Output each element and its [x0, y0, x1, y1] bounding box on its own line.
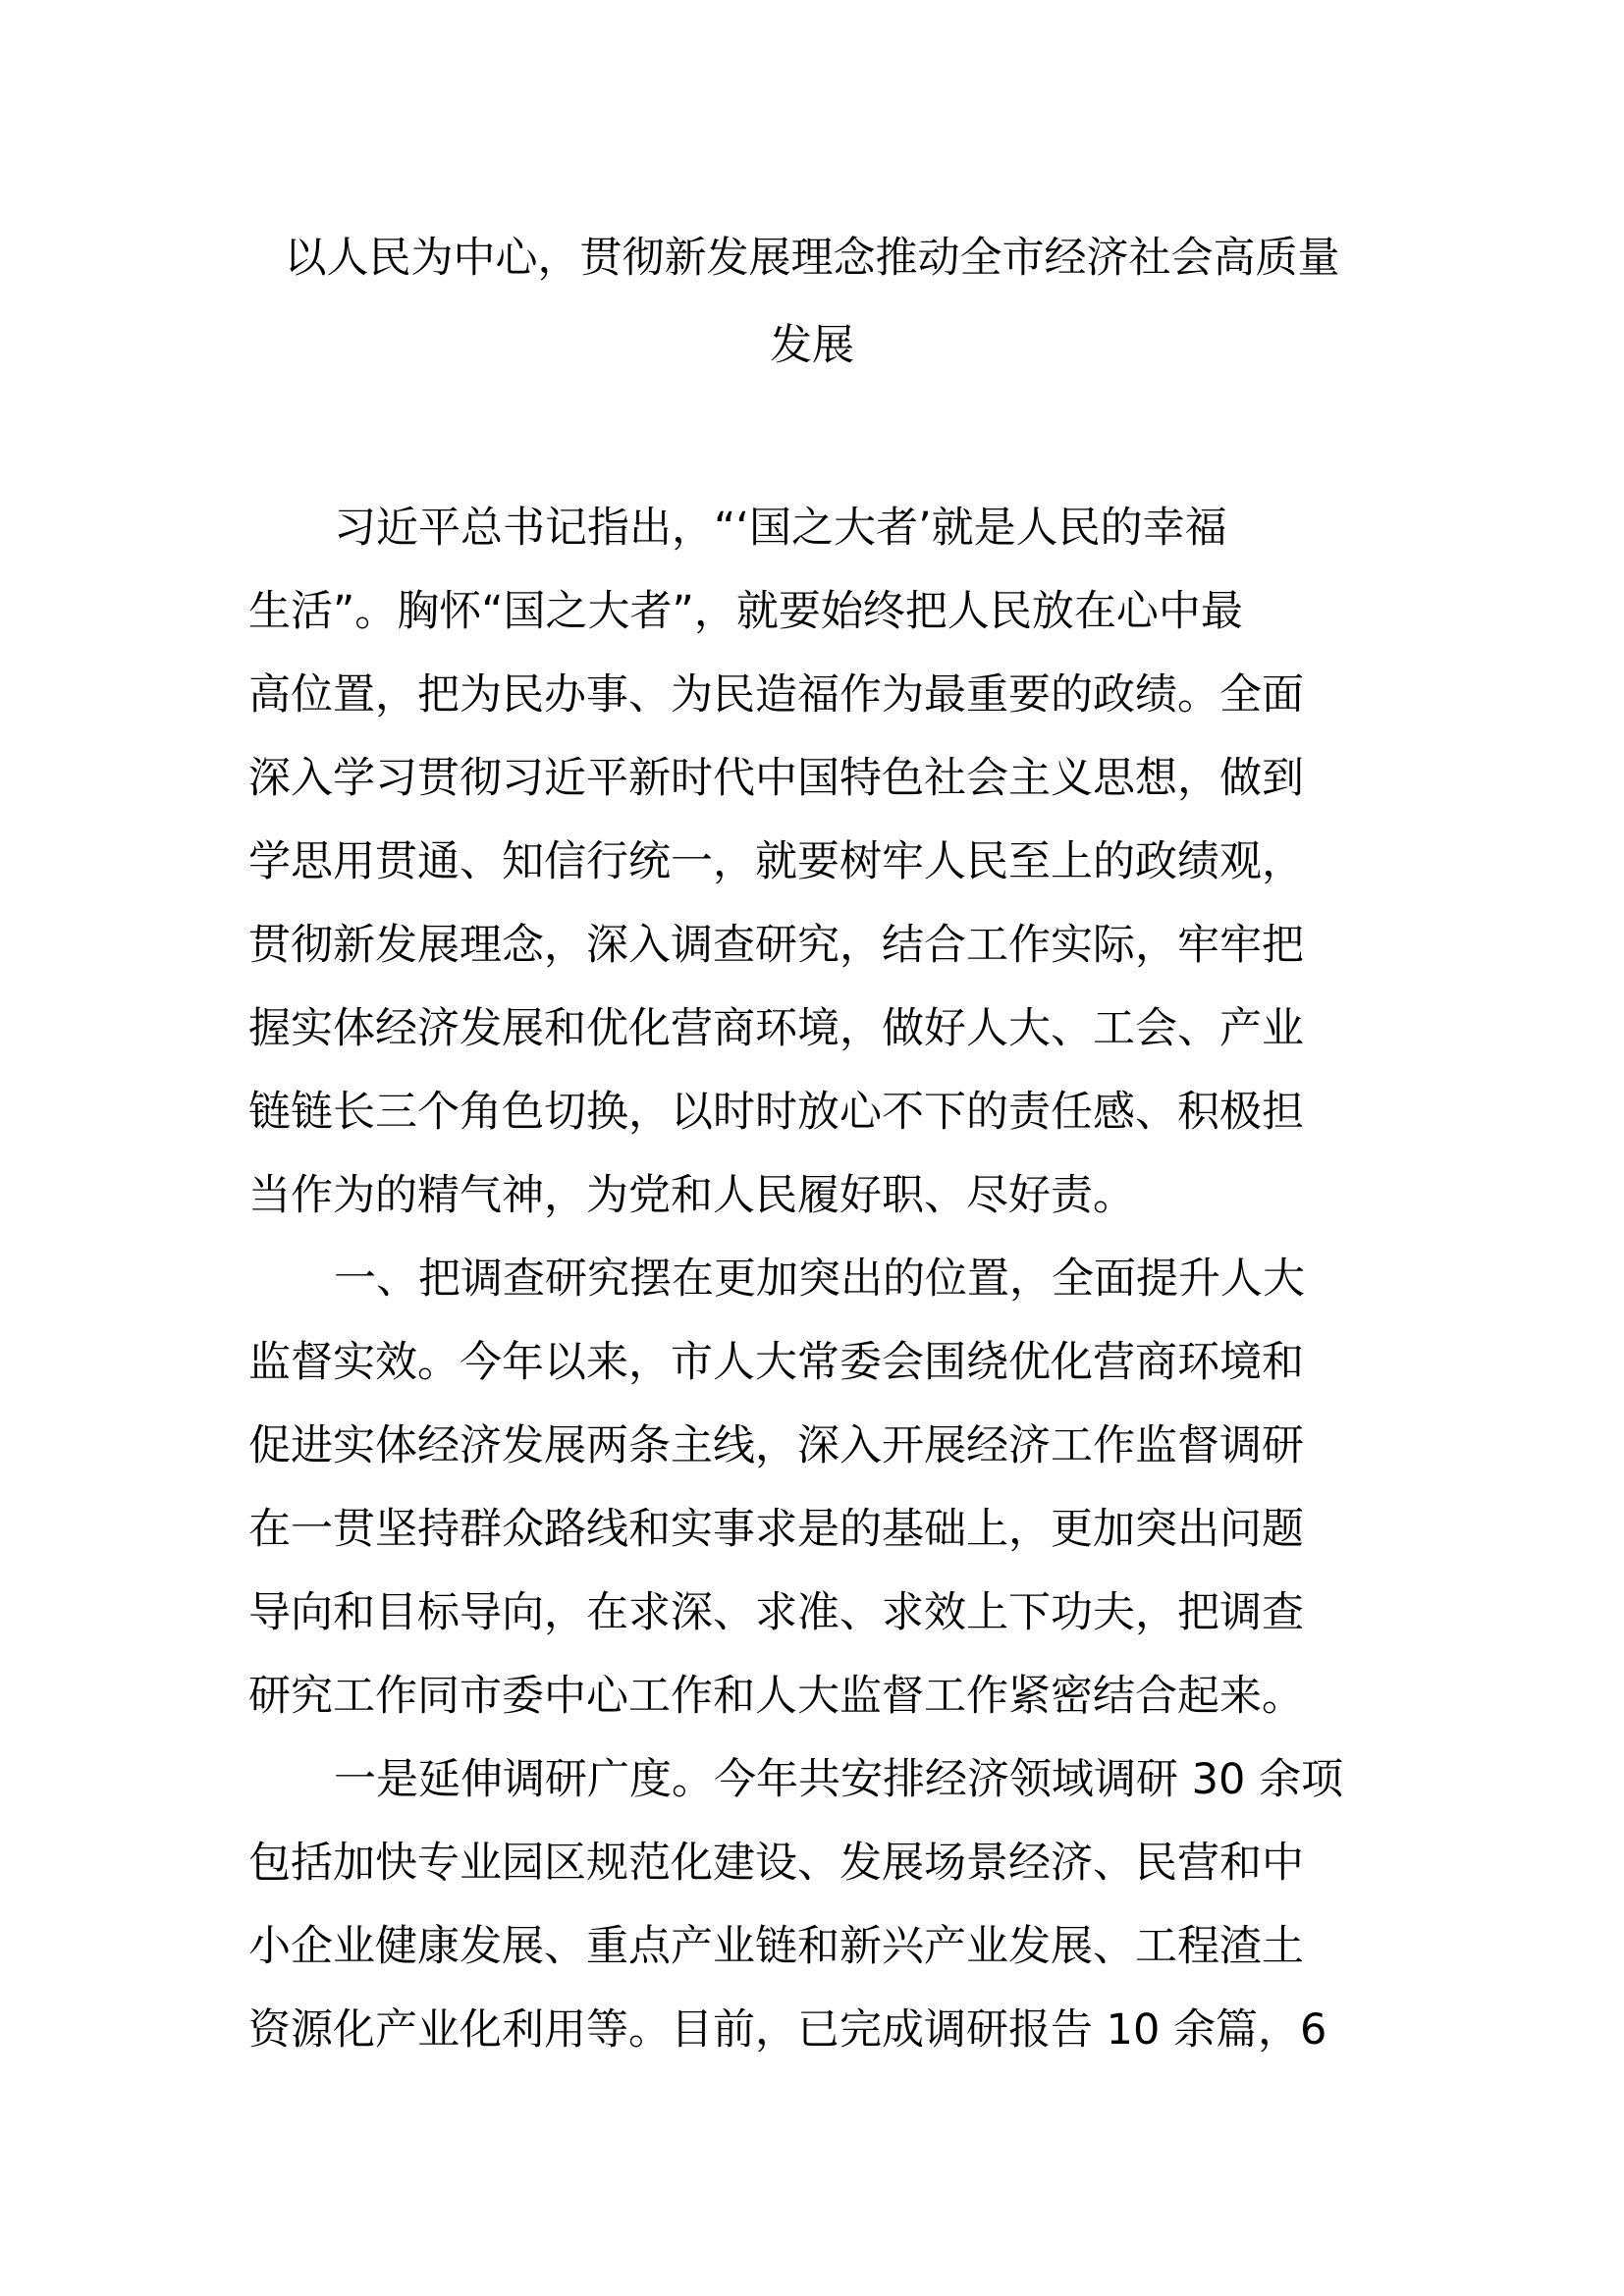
- body-line: 贯彻新发展理念，深入调查研究，结合工作实际，牢牢把: [248, 921, 1304, 970]
- body-line: 习近平总书记指出，“‘国之大者’就是人民的幸福: [334, 504, 1227, 553]
- body-line: 监督实效。今年以来，市人大常委会围绕优化营商环境和: [248, 1338, 1304, 1387]
- body-line: 小企业健康发展、重点产业链和新兴产业发展、工程渣土: [248, 1922, 1304, 1971]
- body-line: 一、把调查研究摆在更加突出的位置，全面提升人大: [334, 1255, 1305, 1304]
- body-line: 在一贯坚持群众路线和实事求是的基础上，更加突出问题: [248, 1505, 1304, 1554]
- body-line: 高位置，把为民办事、为民造福作为最重要的政绩。全面: [248, 670, 1304, 720]
- document-title-line-2: 发展: [770, 321, 854, 370]
- body-line: 促进实体经济发展两条主线，深入开展经济工作监督调研: [248, 1421, 1304, 1470]
- body-line: 一是延伸调研广度。今年共安排经济领域调研 30 余项: [334, 1755, 1344, 1804]
- body-line: 学思用贯通、知信行统一，就要树牢人民至上的政绩观，: [248, 837, 1304, 886]
- body-line: 握实体经济发展和优化营商环境，做好人大、工会、产业: [248, 1004, 1304, 1053]
- body-line: 当作为的精气神，为党和人民履好职、尽好责。: [248, 1171, 1135, 1220]
- document-title-line-1: 以人民为中心，贯彻新发展理念推动全市经济社会高质量: [284, 234, 1340, 283]
- body-line: 研究工作同市委中心工作和人大监督工作紧密结合起来。: [248, 1672, 1304, 1721]
- body-line: 链链长三个角色切换，以时时放心不下的责任感、积极担: [248, 1088, 1304, 1137]
- body-line: 资源化产业化利用等。目前，已完成调研报告 10 余篇，6: [248, 2005, 1327, 2055]
- body-line: 包括加快专业园区规范化建设、发展场景经济、民营和中: [248, 1839, 1304, 1888]
- body-line: 导向和目标导向，在求深、求准、求效上下功夫，把调查: [248, 1588, 1304, 1637]
- body-line: 生活”。胸怀“国之大者”，就要始终把人民放在心中最: [248, 587, 1243, 636]
- body-line: 深入学习贯彻习近平新时代中国特色社会主义思想，做到: [248, 754, 1304, 803]
